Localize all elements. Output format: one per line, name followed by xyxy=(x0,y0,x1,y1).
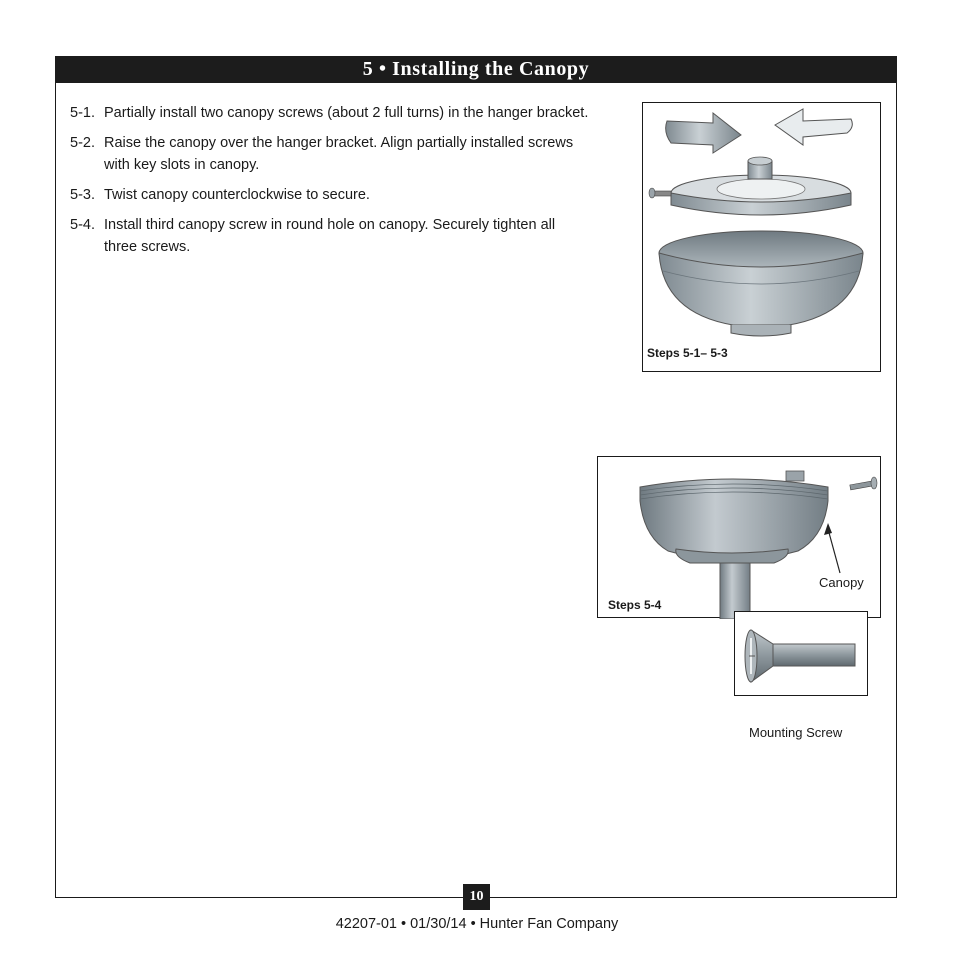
step-text: Partially install two canopy screws (about 2 full turns) in the hanger bracket. xyxy=(104,105,589,121)
step-text: Twist canopy counterclockwise to secure. xyxy=(104,187,370,203)
step-text: Install third canopy screw in round hole on canopy. Securely tighten all three screws. xyxy=(104,217,556,255)
canopy-installed-illustration xyxy=(598,457,882,619)
canopy-label: Canopy xyxy=(819,575,864,590)
rotate-arrow-icon xyxy=(666,113,741,153)
section-title: 5 • Installing the Canopy xyxy=(55,56,897,83)
mounting-screw-label: Mounting Screw xyxy=(749,725,843,740)
step-5-2 xyxy=(70,132,590,176)
footer-doc-info: 42207-01 • 01/30/14 • Hunter Fan Company xyxy=(335,916,619,932)
step-number: 5-1. xyxy=(70,105,95,121)
rotate-arrow-icon xyxy=(775,109,852,145)
figure-caption: Steps 5-1– 5-3 xyxy=(647,346,728,360)
step-text: Raise the canopy over the hanger bracket. Align partially installed screws with key slots in canopy. xyxy=(104,135,574,173)
step-number: 5-2. xyxy=(70,135,95,151)
figure-caption: Steps 5-4 xyxy=(608,598,662,612)
canopy-twist-illustration xyxy=(643,103,882,373)
step-number: 5-3. xyxy=(70,187,95,203)
page-number: 10 xyxy=(463,884,490,910)
step-5-3 xyxy=(70,184,590,206)
instruction-list xyxy=(70,102,590,266)
step-number: 5-4. xyxy=(70,217,95,233)
figure-mounting-screw xyxy=(734,611,868,696)
step-5-4 xyxy=(70,214,590,258)
figure-canopy-installed xyxy=(597,456,881,618)
mounting-screw-icon xyxy=(735,612,869,697)
figure-canopy-twist xyxy=(642,102,881,372)
step-5-1 xyxy=(70,102,590,124)
